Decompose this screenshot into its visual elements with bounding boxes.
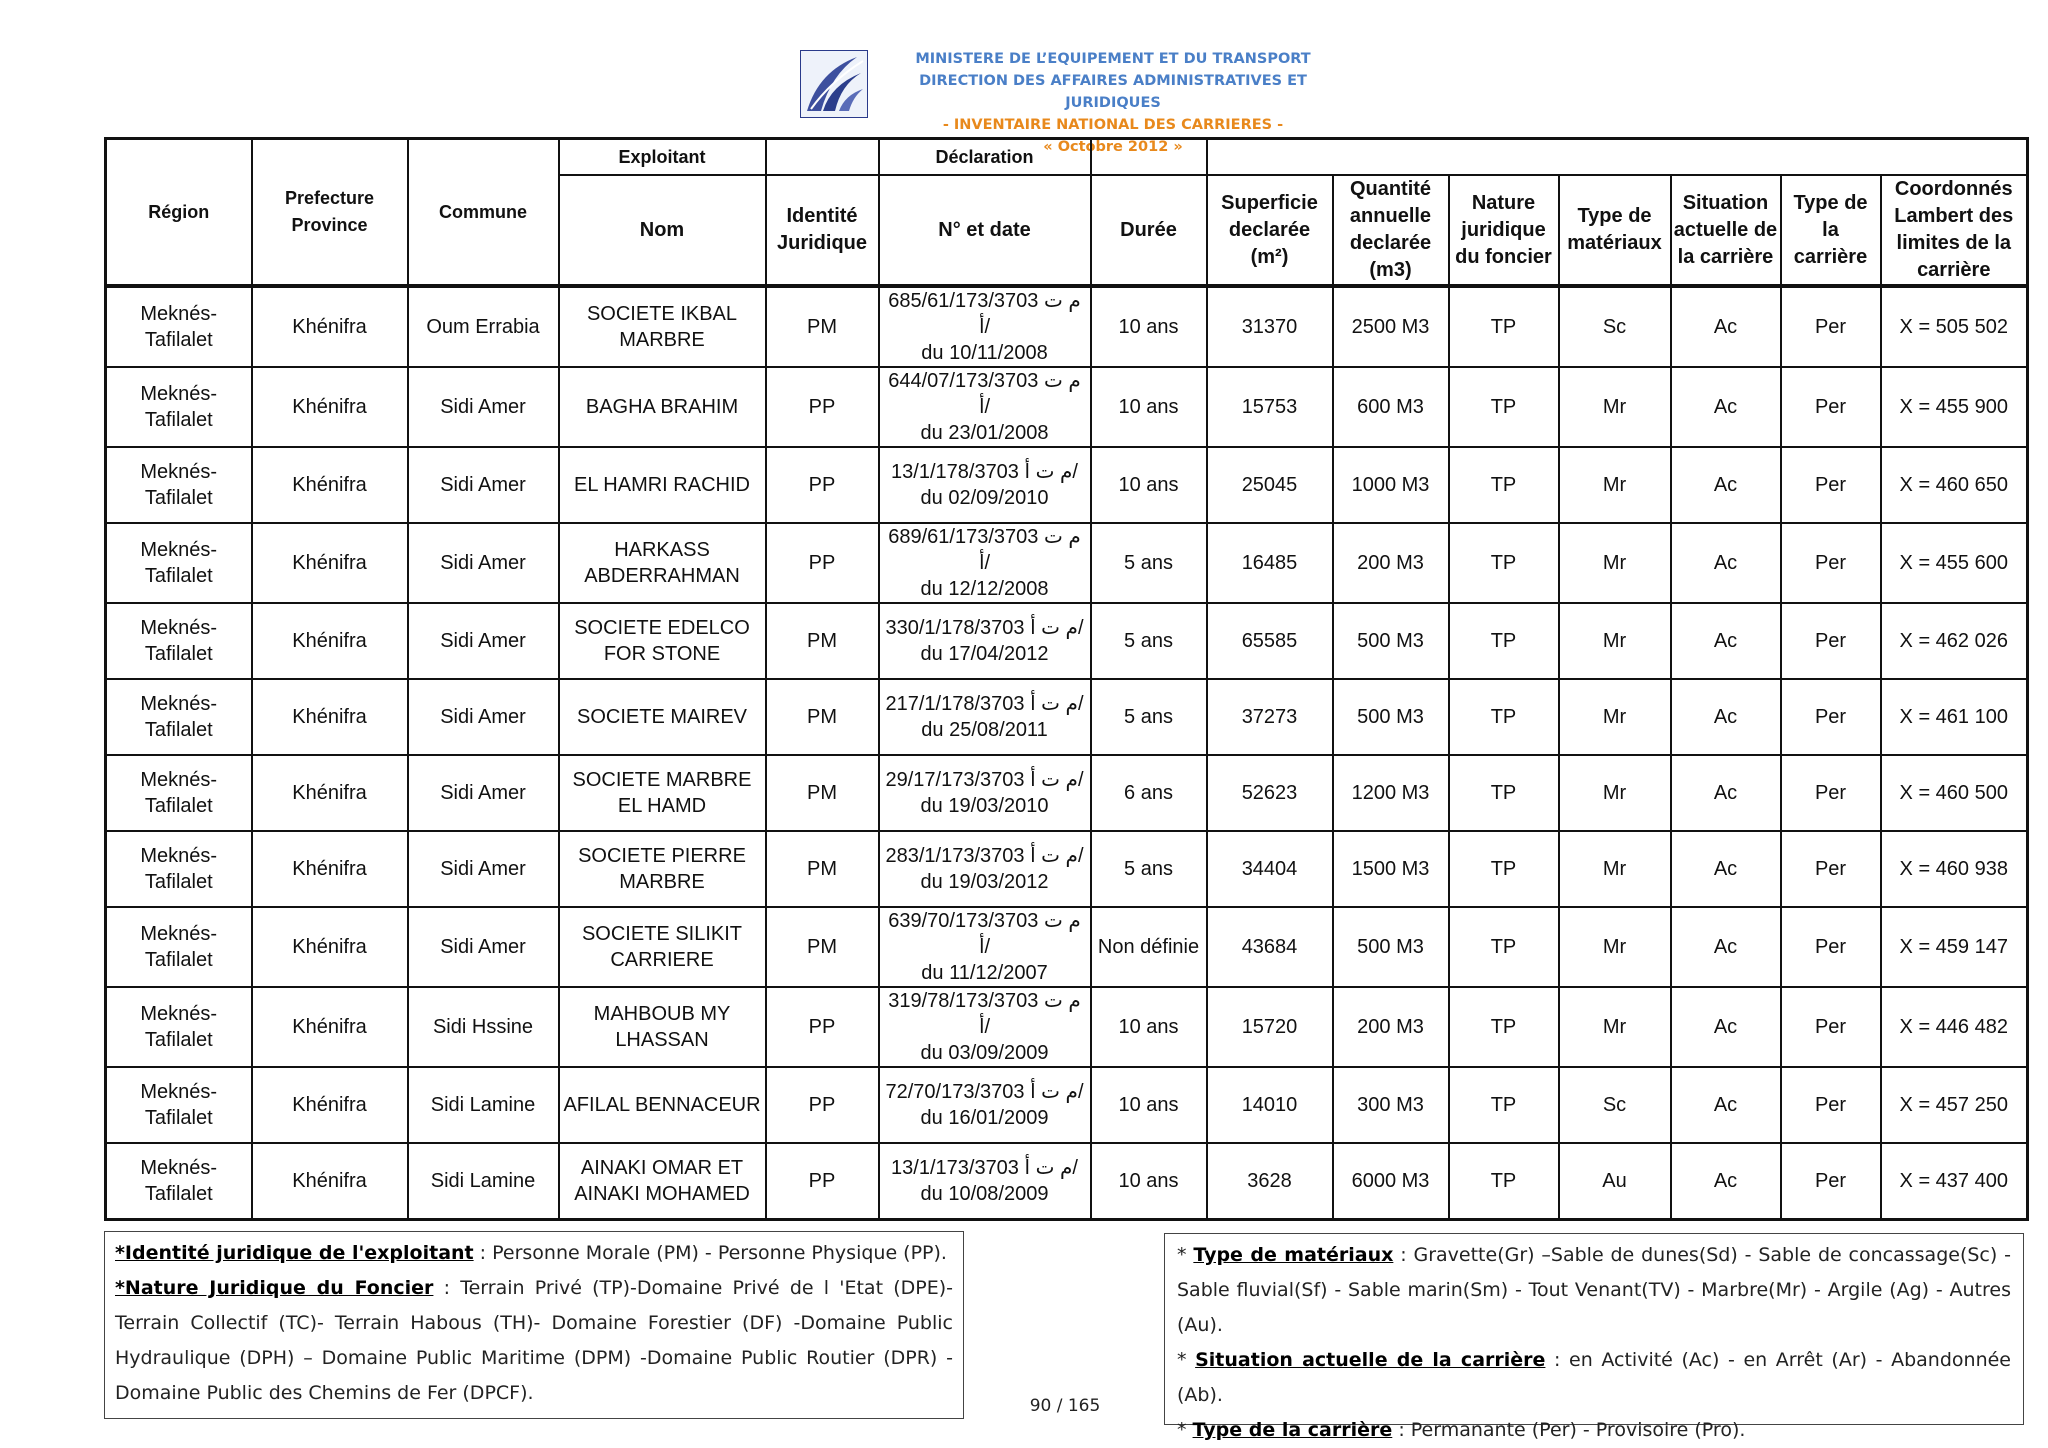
cell-numero-date <box>879 1067 1091 1143</box>
declaration-ref: 319/78/173/3703 م ت أ/ <box>888 990 1081 1038</box>
legend-bullet: * <box>1177 1349 1196 1371</box>
cell-prefecture: Khénifra <box>252 447 408 523</box>
legend-nature <box>115 1271 953 1411</box>
ministry-logo <box>800 50 868 118</box>
declaration-date: du 03/09/2009 <box>920 1042 1049 1064</box>
cell-prefecture: Khénifra <box>252 907 408 987</box>
cell-duree: 10 ans <box>1091 447 1207 523</box>
cell-materiaux: Mr <box>1559 603 1671 679</box>
cell-type-carriere: Per <box>1781 907 1881 987</box>
cell-nature: TP <box>1449 679 1559 755</box>
declaration-date: du 23/01/2008 <box>920 422 1049 444</box>
cell-nom: SOCIETE IKBAL MARBRE <box>559 286 766 367</box>
cell-nature: TP <box>1449 907 1559 987</box>
legend-materiaux-text: : Gravette(Gr) –Sable de dunes(Sd) - Sable de concassage(Sc) - Sable fluvial(Sf) - Sable marin(Sm) - Tout Venant(TV) - Marbre(Mr) - Argile (Ag) - Autres (Au). <box>1177 1244 2011 1336</box>
col-nom: Nom <box>559 175 766 286</box>
table-body <box>106 286 2028 1220</box>
cell-materiaux: Mr <box>1559 523 1671 603</box>
legend-identite-title: *Identité juridique de l'exploitant <box>115 1242 474 1264</box>
cell-superficie: 43684 <box>1207 907 1333 987</box>
table-row <box>106 286 2028 367</box>
cell-commune: Sidi Hssine <box>408 987 559 1067</box>
cell-prefecture: Khénifra <box>252 367 408 447</box>
table-row <box>106 987 2028 1067</box>
cell-numero-date <box>879 367 1091 447</box>
cell-prefecture: Khénifra <box>252 603 408 679</box>
cell-type-carriere: Per <box>1781 286 1881 367</box>
declaration-ref: 72/70/173/3703 م ت أ/ <box>885 1081 1084 1103</box>
legend-bullet: * <box>1177 1244 1194 1266</box>
cell-numero-date <box>879 755 1091 831</box>
cell-identite: PM <box>766 755 879 831</box>
cell-region: Meknés- Tafilalet <box>106 286 252 367</box>
cell-numero-date <box>879 286 1091 367</box>
cell-superficie: 16485 <box>1207 523 1333 603</box>
cell-quantite: 200 M3 <box>1333 523 1449 603</box>
cell-region: Meknés- Tafilalet <box>106 907 252 987</box>
cell-materiaux: Sc <box>1559 1067 1671 1143</box>
legend-type <box>1177 1413 2011 1448</box>
cell-quantite: 500 M3 <box>1333 603 1449 679</box>
cell-type-carriere: Per <box>1781 755 1881 831</box>
table-row <box>106 679 2028 755</box>
cell-type-carriere: Per <box>1781 603 1881 679</box>
declaration-ref: 29/17/173/3703 م ت أ/ <box>885 769 1084 791</box>
cell-commune: Sidi Amer <box>408 603 559 679</box>
cell-commune: Sidi Amer <box>408 679 559 755</box>
cell-quantite: 1200 M3 <box>1333 755 1449 831</box>
cell-situation: Ac <box>1671 907 1781 987</box>
cell-materiaux: Mr <box>1559 367 1671 447</box>
declaration-ref: 283/1/173/3703 م ت أ/ <box>885 845 1084 867</box>
col-type-materiaux: Type de matériaux <box>1559 175 1671 286</box>
cell-region: Meknés- Tafilalet <box>106 367 252 447</box>
cell-type-carriere: Per <box>1781 831 1881 907</box>
col-region: Région <box>106 139 252 287</box>
col-quantite: Quantité annuelle declarée (m3) <box>1333 175 1449 286</box>
cell-type-carriere: Per <box>1781 523 1881 603</box>
cell-superficie: 34404 <box>1207 831 1333 907</box>
legend-materiaux-title: Type de matériaux <box>1193 1244 1394 1266</box>
cell-duree: 5 ans <box>1091 523 1207 603</box>
cell-coordonnees: X = 505 502 <box>1881 286 2028 367</box>
legend-type-text: : Permanante (Per) - Provisoire (Pro). <box>1392 1419 1746 1441</box>
col-duree: Durée <box>1091 175 1207 286</box>
table-row <box>106 1143 2028 1220</box>
cell-nom: SOCIETE MAIREV <box>559 679 766 755</box>
declaration-date: du 11/12/2007 <box>921 962 1048 984</box>
cell-region: Meknés- Tafilalet <box>106 755 252 831</box>
cell-superficie: 25045 <box>1207 447 1333 523</box>
cell-nature: TP <box>1449 367 1559 447</box>
cell-duree: 5 ans <box>1091 679 1207 755</box>
cell-prefecture: Khénifra <box>252 987 408 1067</box>
cell-situation: Ac <box>1671 755 1781 831</box>
cell-nature: TP <box>1449 447 1559 523</box>
page-number: 90 / 165 <box>1029 1396 1101 1416</box>
cell-duree: 10 ans <box>1091 367 1207 447</box>
legend-type-title: Type de la carrière <box>1192 1419 1393 1441</box>
cell-situation: Ac <box>1671 987 1781 1067</box>
cell-type-carriere: Per <box>1781 447 1881 523</box>
cell-situation: Ac <box>1671 1143 1781 1220</box>
declaration-date: du 10/08/2009 <box>920 1183 1049 1205</box>
table-row <box>106 367 2028 447</box>
cell-numero-date <box>879 907 1091 987</box>
declaration-date: du 16/01/2009 <box>920 1107 1049 1129</box>
table-row <box>106 447 2028 523</box>
cell-materiaux: Mr <box>1559 679 1671 755</box>
cell-materiaux: Sc <box>1559 286 1671 367</box>
cell-identite: PP <box>766 987 879 1067</box>
cell-commune: Sidi Amer <box>408 755 559 831</box>
cell-quantite: 300 M3 <box>1333 1067 1449 1143</box>
cell-identite: PM <box>766 286 879 367</box>
cell-coordonnees: X = 459 147 <box>1881 907 2028 987</box>
cell-duree: 6 ans <box>1091 755 1207 831</box>
cell-nature: TP <box>1449 831 1559 907</box>
cell-nom: SOCIETE SILIKIT CARRIERE <box>559 907 766 987</box>
cell-situation: Ac <box>1671 831 1781 907</box>
cell-superficie: 15720 <box>1207 987 1333 1067</box>
cell-prefecture: Khénifra <box>252 1143 408 1220</box>
cell-nature: TP <box>1449 603 1559 679</box>
cell-quantite: 1000 M3 <box>1333 447 1449 523</box>
cell-region: Meknés- Tafilalet <box>106 1067 252 1143</box>
declaration-ref: 13/1/173/3703 م ت أ/ <box>891 1157 1078 1179</box>
document-header <box>800 48 1360 155</box>
cell-identite: PP <box>766 523 879 603</box>
cell-coordonnees: X = 446 482 <box>1881 987 2028 1067</box>
cell-nom: MAHBOUB MY LHASSAN <box>559 987 766 1067</box>
cell-duree: 10 ans <box>1091 286 1207 367</box>
cell-coordonnees: X = 462 026 <box>1881 603 2028 679</box>
cell-prefecture: Khénifra <box>252 831 408 907</box>
cell-numero-date <box>879 987 1091 1067</box>
cell-numero-date <box>879 1143 1091 1220</box>
cell-duree: 5 ans <box>1091 831 1207 907</box>
cell-prefecture: Khénifra <box>252 523 408 603</box>
legend-identite <box>115 1236 953 1271</box>
cell-identite: PP <box>766 447 879 523</box>
declaration-date: du 19/03/2010 <box>920 795 1049 817</box>
inventory-date: « Octobre 2012 » <box>1043 139 1183 155</box>
declaration-ref: 13/1/178/3703 م ت أ/ <box>891 461 1078 483</box>
cell-region: Meknés- Tafilalet <box>106 831 252 907</box>
legend-materiaux <box>1177 1238 2011 1343</box>
cell-commune: Sidi Amer <box>408 831 559 907</box>
group-spacer <box>1207 139 2028 176</box>
cell-materiaux: Au <box>1559 1143 1671 1220</box>
declaration-ref: 639/70/173/3703 م ت أ/ <box>888 910 1081 958</box>
cell-superficie: 65585 <box>1207 603 1333 679</box>
cell-type-carriere: Per <box>1781 367 1881 447</box>
col-prefecture: Prefecture Province <box>252 139 408 287</box>
col-identite: Identité Juridique <box>766 175 879 286</box>
table-row <box>106 1067 2028 1143</box>
cell-prefecture: Khénifra <box>252 1067 408 1143</box>
cell-commune: Sidi Amer <box>408 447 559 523</box>
cell-duree: 10 ans <box>1091 987 1207 1067</box>
cell-duree: Non définie <box>1091 907 1207 987</box>
cell-nom: AFILAL BENNACEUR <box>559 1067 766 1143</box>
cell-superficie: 52623 <box>1207 755 1333 831</box>
declaration-date: du 19/03/2012 <box>920 871 1049 893</box>
table-row <box>106 907 2028 987</box>
cell-numero-date <box>879 603 1091 679</box>
cell-identite: PP <box>766 1067 879 1143</box>
cell-situation: Ac <box>1671 1067 1781 1143</box>
table-row <box>106 831 2028 907</box>
cell-nom: BAGHA BRAHIM <box>559 367 766 447</box>
cell-superficie: 37273 <box>1207 679 1333 755</box>
cell-coordonnees: X = 455 600 <box>1881 523 2028 603</box>
cell-duree: 10 ans <box>1091 1143 1207 1220</box>
direction-name: DIRECTION DES AFFAIRES ADMINISTRATIVES ET JURIDIQUES <box>919 73 1307 111</box>
col-commune: Commune <box>408 139 559 287</box>
cell-commune: Sidi Amer <box>408 907 559 987</box>
cell-nature: TP <box>1449 1143 1559 1220</box>
cell-coordonnees: X = 457 250 <box>1881 1067 2028 1143</box>
cell-commune: Sidi Amer <box>408 523 559 603</box>
group-exploitant: Exploitant <box>559 139 766 176</box>
cell-situation: Ac <box>1671 367 1781 447</box>
cell-nature: TP <box>1449 755 1559 831</box>
cell-materiaux: Mr <box>1559 831 1671 907</box>
legend-left <box>104 1231 964 1419</box>
cell-coordonnees: X = 437 400 <box>1881 1143 2028 1220</box>
cell-identite: PP <box>766 1143 879 1220</box>
cell-prefecture: Khénifra <box>252 286 408 367</box>
ministry-name: MINISTERE DE L’EQUIPEMENT ET DU TRANSPORT <box>915 51 1311 67</box>
cell-coordonnees: X = 455 900 <box>1881 367 2028 447</box>
cell-nom: AINAKI OMAR ET AINAKI MOHAMED <box>559 1143 766 1220</box>
declaration-date: du 12/12/2008 <box>920 578 1049 600</box>
legend-situation-text: : en Activité (Ac) - en Arrêt (Ar) - Abandonnée (Ab). <box>1177 1349 2011 1406</box>
group-spacer <box>1091 139 1207 176</box>
cell-identite: PM <box>766 679 879 755</box>
cell-identite: PM <box>766 907 879 987</box>
cell-quantite: 1500 M3 <box>1333 831 1449 907</box>
cell-region: Meknés- Tafilalet <box>106 987 252 1067</box>
cell-nature: TP <box>1449 523 1559 603</box>
cell-quantite: 500 M3 <box>1333 907 1449 987</box>
cell-prefecture: Khénifra <box>252 679 408 755</box>
col-nature: Nature juridique du foncier <box>1449 175 1559 286</box>
cell-prefecture: Khénifra <box>252 755 408 831</box>
cell-type-carriere: Per <box>1781 987 1881 1067</box>
legend-situation <box>1177 1343 2011 1413</box>
declaration-date: du 02/09/2010 <box>920 487 1049 509</box>
cell-commune: Sidi Amer <box>408 367 559 447</box>
declaration-date: du 17/04/2012 <box>920 643 1049 665</box>
cell-situation: Ac <box>1671 679 1781 755</box>
table-row <box>106 755 2028 831</box>
cell-identite: PP <box>766 367 879 447</box>
col-coordonnees: Coordonnés Lambert des limites de la carrière <box>1881 175 2028 286</box>
cell-nature: TP <box>1449 987 1559 1067</box>
cell-region: Meknés- Tafilalet <box>106 447 252 523</box>
legend-identite-text: : Personne Morale (PM) - Personne Physique (PP). <box>473 1242 947 1264</box>
cell-superficie: 31370 <box>1207 286 1333 367</box>
cell-numero-date <box>879 679 1091 755</box>
declaration-ref: 217/1/178/3703 م ت أ/ <box>885 693 1084 715</box>
cell-commune: Sidi Lamine <box>408 1067 559 1143</box>
col-numero-date: N° et date <box>879 175 1091 286</box>
declaration-ref: 685/61/173/3703 م ت أ/ <box>888 290 1081 338</box>
cell-coordonnees: X = 460 650 <box>1881 447 2028 523</box>
cell-numero-date <box>879 831 1091 907</box>
cell-quantite: 6000 M3 <box>1333 1143 1449 1220</box>
col-type-carriere: Type de la carrière <box>1781 175 1881 286</box>
cell-coordonnees: X = 461 100 <box>1881 679 2028 755</box>
declaration-date: du 10/11/2008 <box>921 342 1048 364</box>
declaration-ref: 330/1/178/3703 م ت أ/ <box>885 617 1084 639</box>
cell-superficie: 15753 <box>1207 367 1333 447</box>
legend-nature-text: : Terrain Privé (TP)-Domaine Privé de l 'Etat (DPE)- Terrain Collectif (TC)- Terrain Habous (TH)- Domaine Forestier (DF) -Domaine Public Hydraulique (DPH) – Domaine Public Maritime (DPM) -Domaine Public Routier (DPR) - Domaine Public des Chemins de Fer (DPCF). <box>115 1277 954 1404</box>
cell-quantite: 500 M3 <box>1333 679 1449 755</box>
cell-commune: Sidi Lamine <box>408 1143 559 1220</box>
cell-duree: 5 ans <box>1091 603 1207 679</box>
legend-right <box>1164 1233 2024 1441</box>
declaration-ref: 689/61/173/3703 م ت أ/ <box>888 526 1081 574</box>
cell-region: Meknés- Tafilalet <box>106 1143 252 1220</box>
cell-quantite: 200 M3 <box>1333 987 1449 1067</box>
cell-nom: HARKASS ABDERRAHMAN <box>559 523 766 603</box>
cell-superficie: 3628 <box>1207 1143 1333 1220</box>
cell-materiaux: Mr <box>1559 447 1671 523</box>
cell-nom: EL HAMRI RACHID <box>559 447 766 523</box>
cell-region: Meknés- Tafilalet <box>106 523 252 603</box>
cell-identite: PM <box>766 603 879 679</box>
legend-bullet: * <box>1177 1419 1193 1441</box>
cell-duree: 10 ans <box>1091 1067 1207 1143</box>
group-header-row <box>106 139 2028 176</box>
cell-numero-date <box>879 447 1091 523</box>
cell-identite: PM <box>766 831 879 907</box>
cell-type-carriere: Per <box>1781 1067 1881 1143</box>
cell-coordonnees: X = 460 938 <box>1881 831 2028 907</box>
cell-region: Meknés- Tafilalet <box>106 679 252 755</box>
cell-coordonnees: X = 460 500 <box>1881 755 2028 831</box>
cell-materiaux: Mr <box>1559 987 1671 1067</box>
col-situation: Situation actuelle de la carrière <box>1671 175 1781 286</box>
cell-quantite: 600 M3 <box>1333 367 1449 447</box>
legend-situation-title: Situation actuelle de la carrière <box>1195 1349 1546 1371</box>
cell-materiaux: Mr <box>1559 755 1671 831</box>
group-declaration: Déclaration <box>879 139 1091 176</box>
cell-nature: TP <box>1449 1067 1559 1143</box>
col-superficie: Superficie declarée (m²) <box>1207 175 1333 286</box>
cell-materiaux: Mr <box>1559 907 1671 987</box>
cell-nature: TP <box>1449 286 1559 367</box>
table-row <box>106 523 2028 603</box>
legend-nature-title: *Nature Juridique du Foncier <box>115 1277 434 1299</box>
group-spacer <box>766 139 879 176</box>
cell-type-carriere: Per <box>1781 679 1881 755</box>
cell-type-carriere: Per <box>1781 1143 1881 1220</box>
cell-situation: Ac <box>1671 447 1781 523</box>
cell-commune: Oum Errabia <box>408 286 559 367</box>
table-row <box>106 603 2028 679</box>
cell-nom: SOCIETE EDELCO FOR STONE <box>559 603 766 679</box>
cell-superficie: 14010 <box>1207 1067 1333 1143</box>
cell-situation: Ac <box>1671 603 1781 679</box>
cell-quantite: 2500 M3 <box>1333 286 1449 367</box>
declaration-ref: 644/07/173/3703 م ت أ/ <box>888 370 1081 418</box>
quarry-inventory-table <box>104 137 2029 1221</box>
cell-numero-date <box>879 523 1091 603</box>
cell-situation: Ac <box>1671 523 1781 603</box>
inventory-title: - INVENTAIRE NATIONAL DES CARRIERES - <box>942 117 1284 133</box>
cell-situation: Ac <box>1671 286 1781 367</box>
declaration-date: du 25/08/2011 <box>921 719 1048 741</box>
cell-nom: SOCIETE MARBRE EL HAMD <box>559 755 766 831</box>
cell-region: Meknés- Tafilalet <box>106 603 252 679</box>
cell-nom: SOCIETE PIERRE MARBRE <box>559 831 766 907</box>
